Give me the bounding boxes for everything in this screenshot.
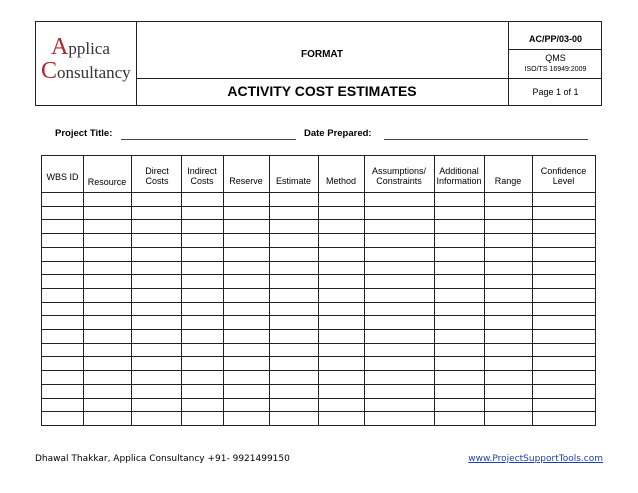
col-header-estimate: Estimate [275, 176, 311, 186]
table-row [42, 302, 595, 303]
table-row [42, 411, 595, 412]
project-title-label: Project Title: [55, 128, 113, 139]
col-header-resource: Resource [87, 177, 127, 187]
table-row [42, 384, 595, 385]
col-header-method: Method [325, 176, 357, 186]
footer-website-link[interactable]: www.ProjectSupportTools.com [468, 454, 603, 464]
table-row [42, 247, 595, 248]
document-title: ACTIVITY COST ESTIMATES [227, 83, 417, 99]
table-row [42, 261, 595, 262]
table-row [42, 329, 595, 330]
logo-line-2: Consultancy [41, 58, 131, 84]
table-row [42, 356, 595, 357]
col-header-confidence-level: Confidence Level [540, 166, 587, 186]
iso-standard: ISO/TS 16949:2009 [524, 66, 587, 73]
col-header-additional-info: Additional Information [436, 166, 482, 186]
table-row [42, 370, 595, 371]
col-header-wbs-id: WBS ID [46, 172, 79, 182]
header-title-cell [136, 22, 508, 105]
page-number: Page 1 of 1 [532, 87, 579, 97]
date-prepared-label: Date Prepared: [304, 128, 372, 139]
table-row [42, 206, 595, 207]
table-row [42, 233, 595, 234]
table-row [42, 192, 595, 193]
table-row [42, 219, 595, 220]
document-control-cell [508, 22, 602, 105]
company-logo [36, 22, 137, 105]
col-header-indirect-costs: Indirect Costs [187, 166, 217, 186]
format-label: FORMAT [300, 49, 344, 60]
footer-contact: Dhawal Thakkar, Applica Consultancy +91- 9921499150 [35, 454, 290, 464]
table-row [42, 274, 595, 275]
cost-estimates-table [41, 155, 596, 426]
table-row [42, 315, 595, 316]
col-header-direct-costs: Direct Costs [145, 166, 169, 186]
col-header-assumptions: Assumptions/ Constraints [371, 166, 427, 186]
col-header-reserve: Reserve [229, 176, 263, 186]
date-prepared-field[interactable] [384, 139, 588, 140]
document-code: AC/PP/03-00 [528, 34, 583, 44]
project-title-field[interactable] [121, 139, 296, 140]
qms-label: QMS [545, 53, 566, 63]
table-row [42, 343, 595, 344]
logo-line-1: Applica [51, 34, 110, 60]
col-header-range: Range [494, 176, 522, 186]
document-header [35, 21, 602, 106]
table-row [42, 398, 595, 399]
table-row [42, 288, 595, 289]
